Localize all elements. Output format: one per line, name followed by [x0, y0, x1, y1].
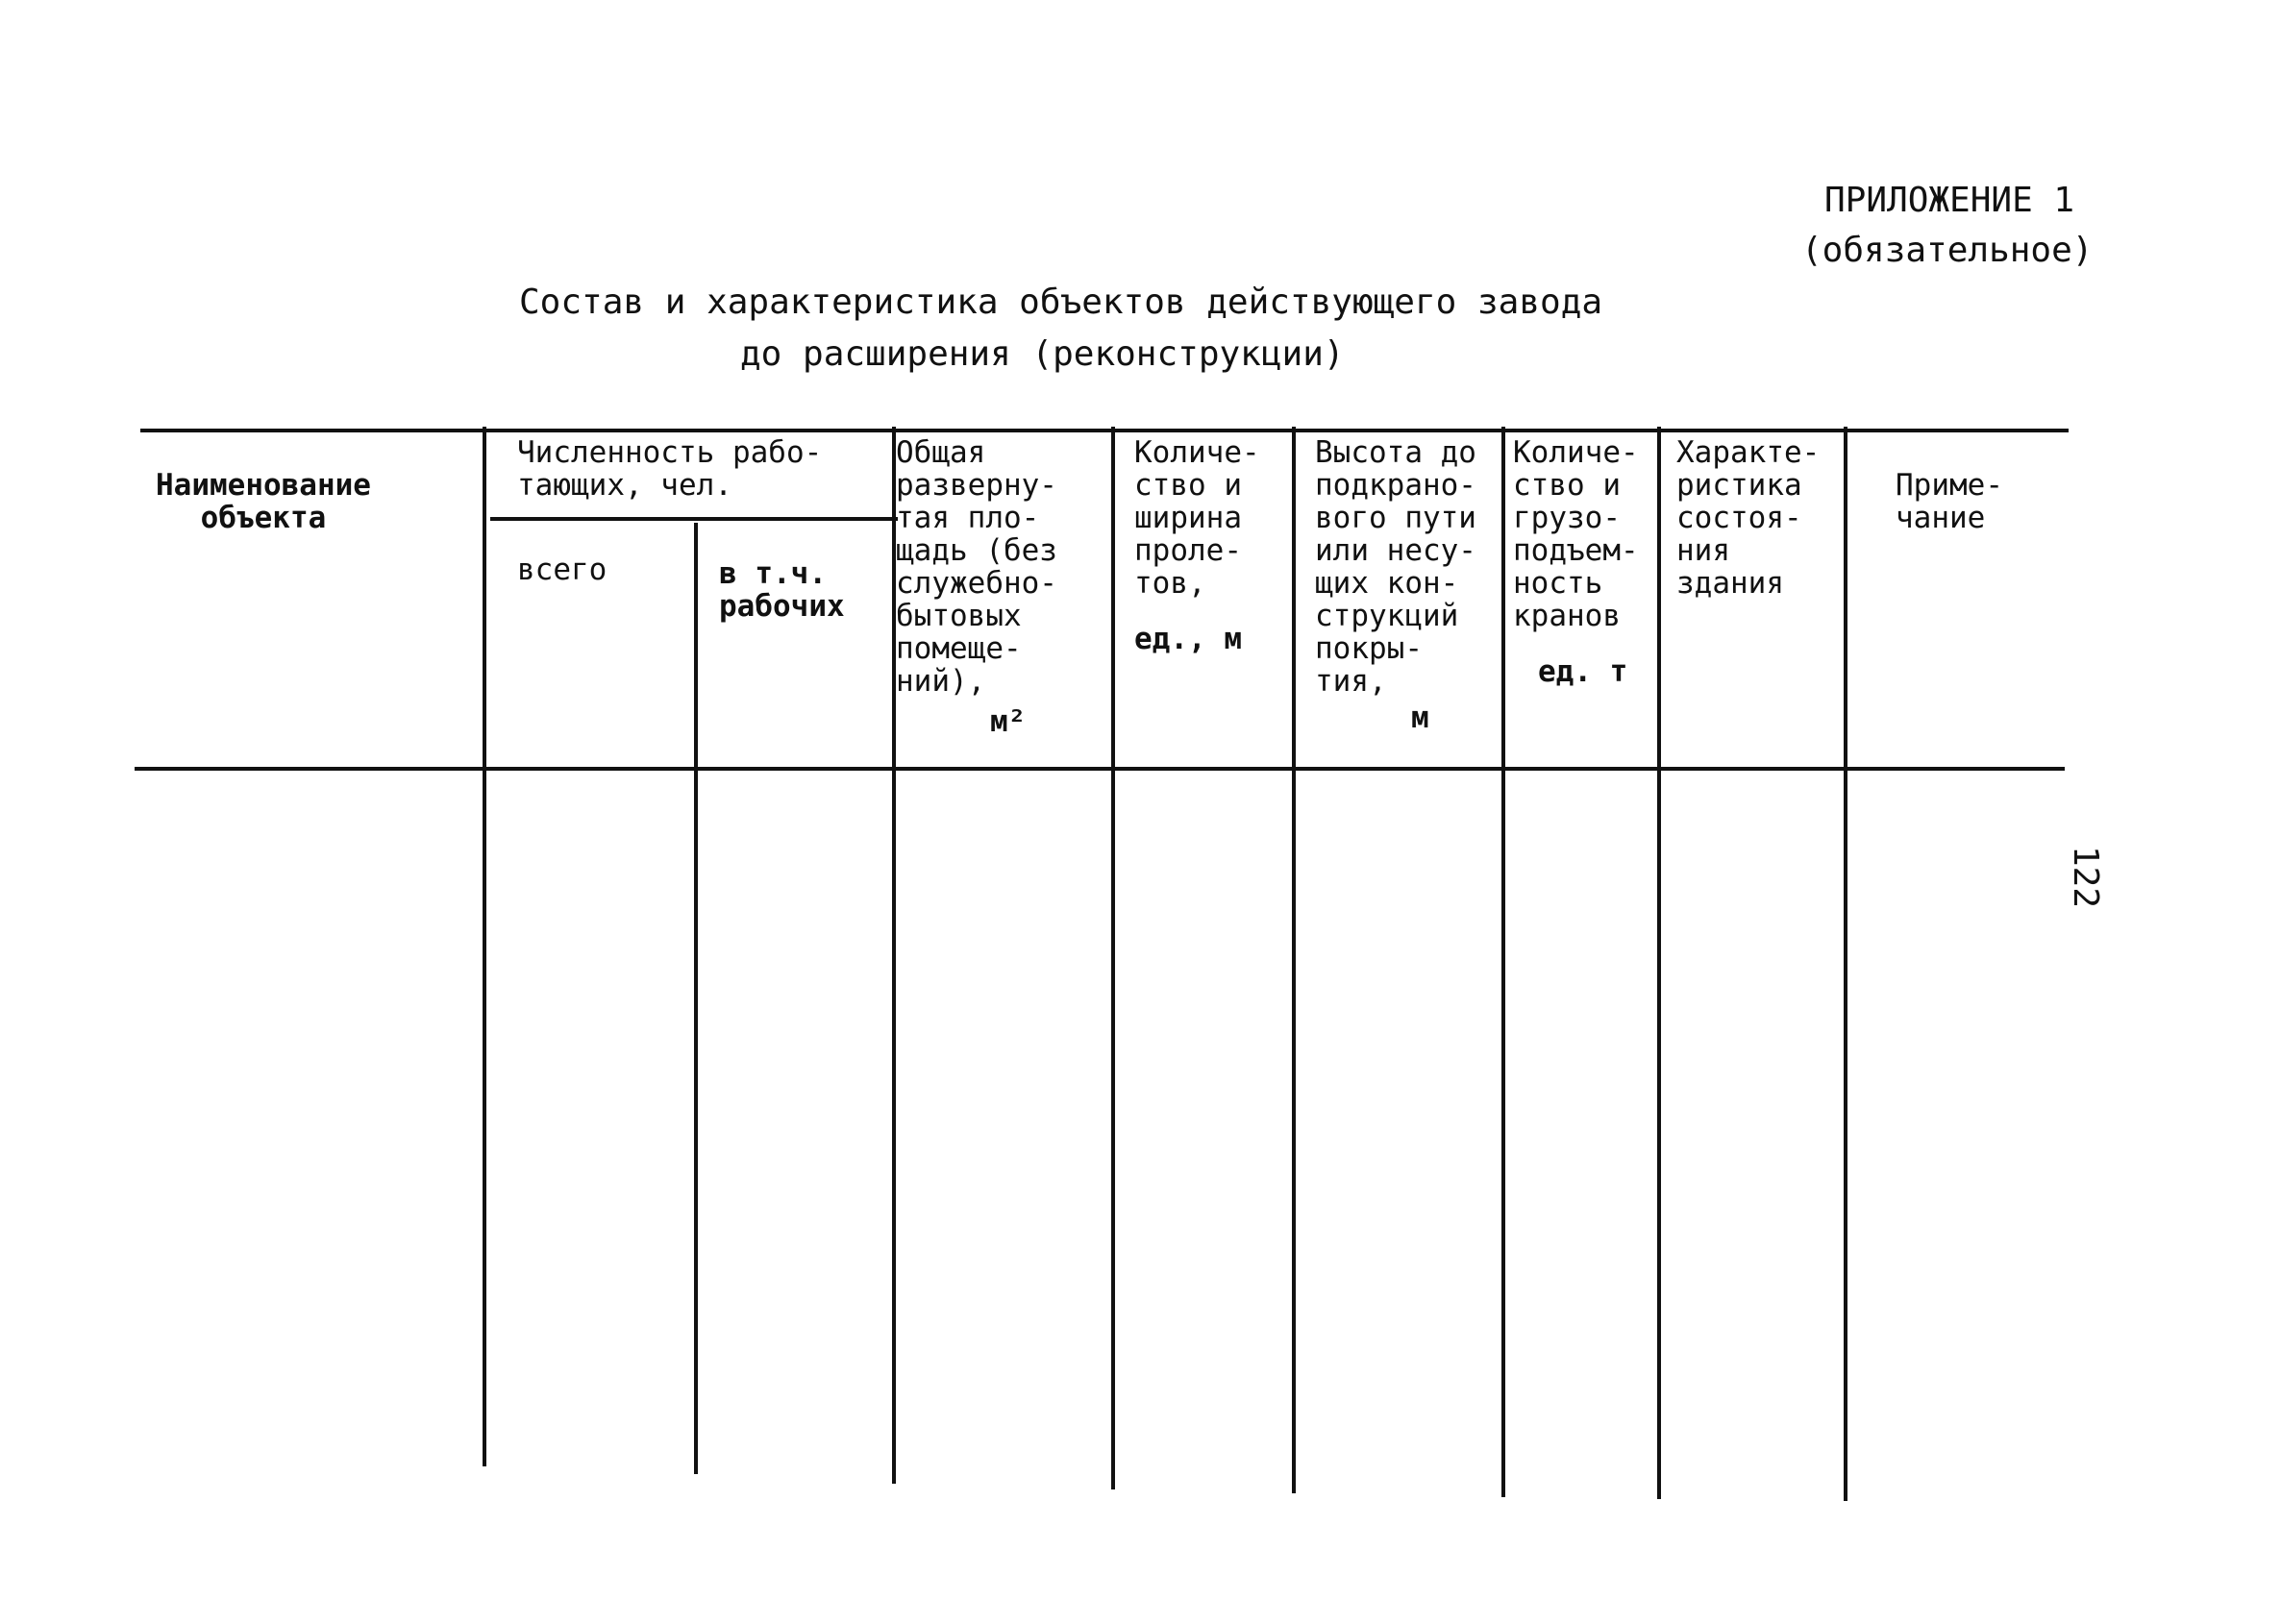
col-header-area-unit: м²	[990, 704, 1027, 739]
col-header-name: Наименование объекта	[156, 468, 371, 535]
col-header-condition: Характе- ристика состоя- ния здания	[1676, 435, 1821, 601]
appendix-label: ПРИЛОЖЕНИЕ 1	[1824, 181, 2075, 220]
document-title-line2: до расширения (реконструкции)	[740, 334, 1345, 374]
col-header-staff-total: всего	[517, 553, 607, 587]
col-header-staff-group: Численность рабо- тающих, чел.	[517, 435, 823, 503]
table-col-divider	[1501, 427, 1505, 1497]
col-header-spans: Количе- ство и ширина проле- тов,	[1134, 435, 1260, 601]
col-header-note: Приме- чание	[1896, 468, 2003, 535]
table-top-rule	[140, 429, 2069, 432]
col-header-cranes-unit: ед. т	[1538, 654, 1628, 689]
table-col-divider	[1844, 427, 1847, 1501]
col-header-staff-workers: в т.ч. рабочих	[719, 556, 845, 624]
col-header-area: Общая разверну- тая пло- щадь (без служебно- бытовых помеще- ний),	[896, 435, 1057, 699]
col-header-height-unit: м	[1411, 701, 1429, 735]
table-col-divider	[1111, 427, 1115, 1489]
table-col-divider	[1657, 427, 1661, 1499]
col-header-cranes: Количе- ство и грузо- подъем- ность кранов	[1513, 435, 1639, 633]
col-header-height: Высота до подкрано- вого пути или несу- щих кон- струкций покры- тия,	[1315, 435, 1476, 699]
table-col-divider	[1292, 427, 1296, 1493]
col-header-spans-unit: ед., м	[1134, 622, 1242, 656]
header-bottom-rule	[135, 767, 2065, 771]
staff-group-rule	[490, 517, 898, 521]
page-number: 122	[2066, 846, 2105, 909]
table-col-divider	[483, 427, 486, 1466]
document-title-line1: Состав и характеристика объектов действующего завода	[519, 283, 1603, 322]
appendix-type: (обязательное)	[1801, 231, 2094, 270]
table-col-divider	[694, 523, 698, 1474]
